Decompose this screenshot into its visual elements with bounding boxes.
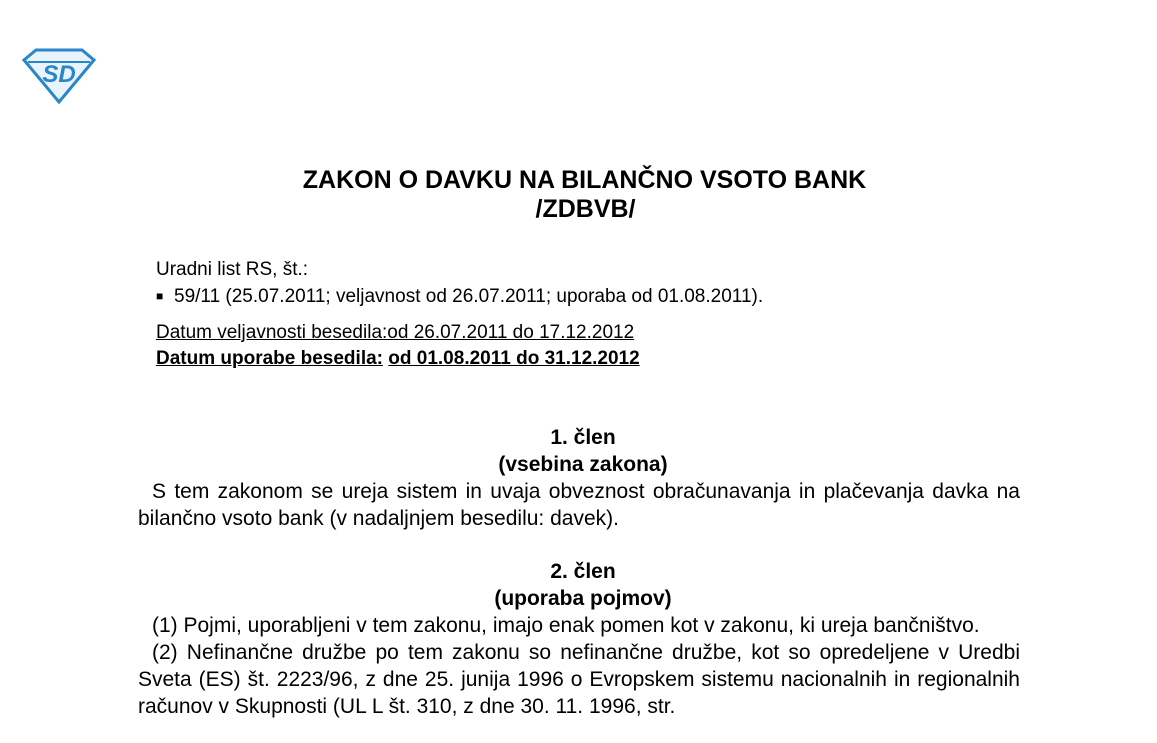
title-abbreviation: /ZDBVB/ [535,195,636,223]
paragraph-text: (2) Nefinančne družbe po tem zakonu so nefinančne družbe, kot so opredeljene v Uredbi Sveta (ES) št. 2223/96, z dne 25. junija 1996 o Evropskem sistemu nacionalnih in regionalnih računov v Skupnosti (UL L št. 310, z dne 30. 11. 1996, str. [138,641,1020,718]
logo-text: SD [42,61,76,88]
document-meta [156,257,763,372]
article-2 [138,558,1020,720]
gazette-entry: 59/11 (25.07.2011; veljavnost od 26.07.2011; uporaba od 01.08.2011). [174,286,764,307]
application-date-value: od 01.08.2011 do 31.12.2012 [388,348,640,369]
article-paragraph [138,639,1020,720]
paragraph-text: (1) Pojmi, uporabljeni v tem zakonu, imajo enak pomen kot v zakonu, ki ureja bančništvo. [152,614,980,637]
document-title [0,166,1157,224]
application-date-row [156,346,763,372]
gazette-label: Uradni list RS, št.: [156,259,309,280]
article-paragraph [138,612,1020,639]
application-date-label: Datum uporabe besedila: [156,348,383,369]
article-1 [138,424,1020,532]
article-paragraph [138,478,1020,532]
article-heading: (uporaba pojmov) [494,587,672,610]
article-number: 1. člen [550,426,616,449]
logo [22,48,96,104]
title-main: ZAKON O DAVKU NA BILANČNO VSOTO BANK [302,166,867,194]
validity-date: Datum veljavnosti besedila:od 26.07.2011 do 17.12.2012 [156,322,635,343]
article-number: 2. člen [550,560,616,583]
article-heading: (vsebina zakona) [498,453,668,476]
logo-emblem-icon [22,48,96,104]
paragraph-text: S tem zakonom se ureja sistem in uvaja obveznost obračunavanja in plačevanja davka na bilančno vsoto bank (v nadaljnjem besedilu: davek). [138,480,1020,530]
bullet-icon: ■ [156,289,164,303]
gazette-entry-row [156,283,763,310]
